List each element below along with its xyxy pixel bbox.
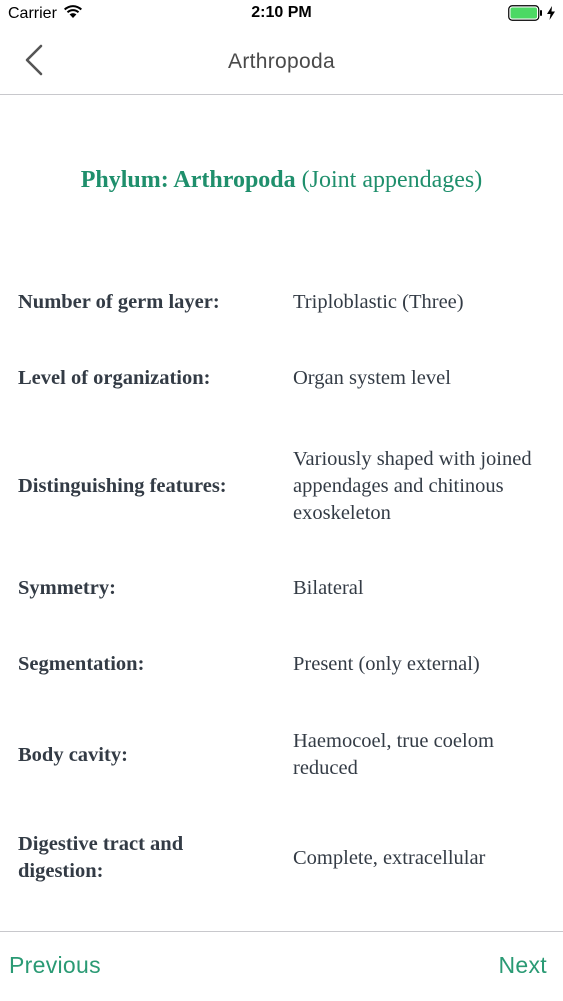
trait-label: Body cavity: bbox=[18, 743, 128, 766]
phylum-heading-subtitle: (Joint appendages) bbox=[295, 167, 483, 193]
trait-value: Variously shaped with joined appendages and chitinous exoskeleton bbox=[293, 448, 532, 524]
trait-value: Haemocoel, true coelom reduced bbox=[293, 730, 494, 779]
trait-row-organization bbox=[18, 365, 545, 392]
trait-label: Segmentation: bbox=[18, 653, 145, 675]
trait-value: Triploblastic (Three) bbox=[293, 291, 464, 313]
status-bar bbox=[0, 0, 563, 30]
trait-label: Number of germ layer: bbox=[18, 291, 220, 313]
trait-row-digestion bbox=[18, 831, 545, 885]
trait-label: Level of organization: bbox=[18, 367, 211, 389]
trait-row-symmetry bbox=[18, 575, 545, 602]
trait-label: Digestive tract and digestion: bbox=[18, 833, 184, 882]
page-title: Arthropoda bbox=[228, 50, 335, 73]
carrier-label: Carrier bbox=[8, 5, 57, 22]
trait-row-features bbox=[18, 446, 545, 527]
battery-icon bbox=[508, 5, 544, 26]
trait-value: Bilateral bbox=[293, 577, 364, 599]
trait-label: Symmetry: bbox=[18, 577, 116, 599]
trait-row-germ-layer bbox=[18, 289, 545, 316]
charging-bolt-icon bbox=[547, 6, 555, 25]
trait-value: Organ system level bbox=[293, 367, 451, 389]
bottom-toolbar bbox=[0, 931, 563, 1001]
phylum-heading-bold: Phylum: Arthropoda bbox=[80, 167, 296, 193]
status-time: 2:10 PM bbox=[251, 4, 312, 21]
trait-row-segmentation bbox=[18, 651, 545, 678]
trait-value: Present (only external) bbox=[293, 653, 480, 675]
content-area bbox=[0, 95, 563, 931]
status-right bbox=[508, 5, 555, 26]
phylum-heading bbox=[0, 167, 563, 194]
next-button[interactable]: Next bbox=[498, 952, 547, 978]
navigation-bar bbox=[0, 30, 563, 95]
trait-value: Complete, extracellular bbox=[293, 846, 486, 869]
trait-label: Distinguishing features: bbox=[18, 475, 227, 497]
previous-button[interactable]: Previous bbox=[9, 952, 101, 978]
trait-row-body-cavity bbox=[18, 728, 545, 782]
